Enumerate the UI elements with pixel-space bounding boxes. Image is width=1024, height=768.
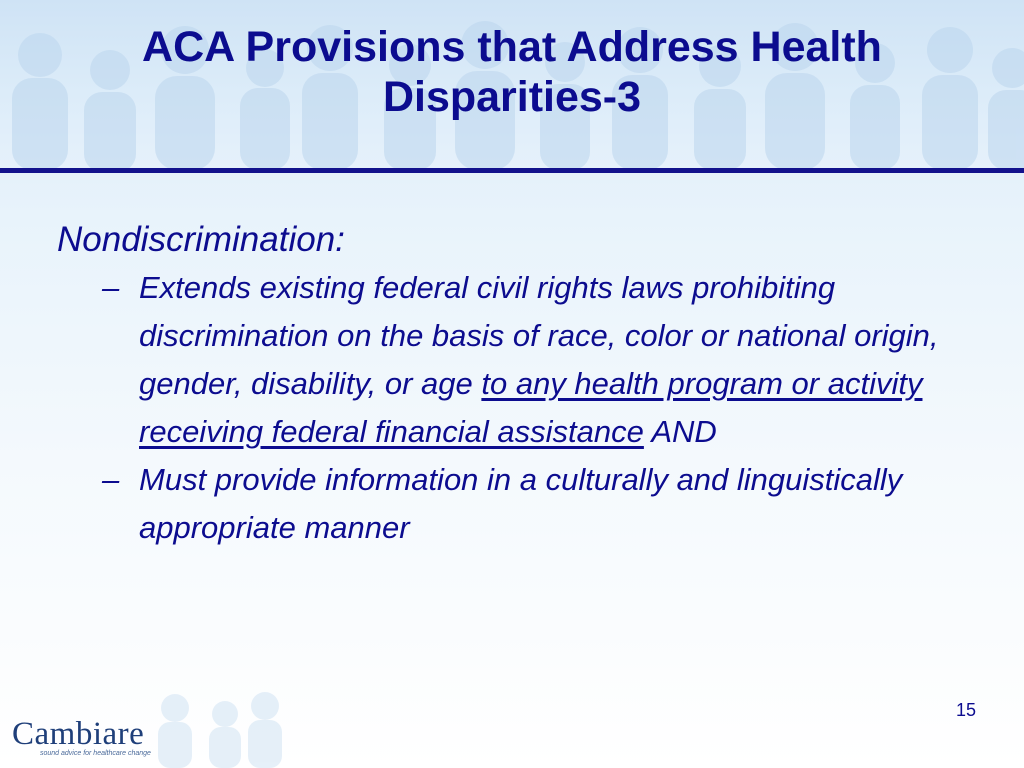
- bullet-dash: –: [102, 462, 120, 497]
- slide-title-line-2: Disparities-3: [382, 73, 642, 121]
- bullet-2-text: Must provide information in a culturally and linguistically appropriate manner: [139, 462, 903, 545]
- bullet-1-text-end: AND: [643, 414, 717, 449]
- footer-crowd-silhouette: [0, 690, 1024, 768]
- bullet-1-text-start: Extends existing federal civil rights laws prohibiting discrimination on the basis of race, color or national origin, gender, disability, or age: [139, 270, 939, 401]
- bullet-item-2: [57, 456, 959, 552]
- title-divider: [0, 168, 1024, 173]
- cambiare-logo: [8, 716, 151, 760]
- logo-wordmark: Cambiare: [12, 716, 145, 752]
- section-heading: Nondiscrimination:: [57, 220, 345, 259]
- bullet-1-underlined-text: to any health program or activity receiving federal financial assistance: [139, 366, 923, 449]
- bullet-dash: –: [102, 270, 120, 305]
- slide-body: [57, 218, 977, 552]
- slide-number: 15: [955, 700, 977, 720]
- slide-title: [0, 22, 1024, 122]
- bullet-item-1: [57, 264, 959, 456]
- header-band: [0, 0, 1024, 170]
- slide-title-line-1: ACA Provisions that Address Health: [142, 23, 882, 71]
- logo-tagline: sound advice for healthcare change: [40, 750, 151, 757]
